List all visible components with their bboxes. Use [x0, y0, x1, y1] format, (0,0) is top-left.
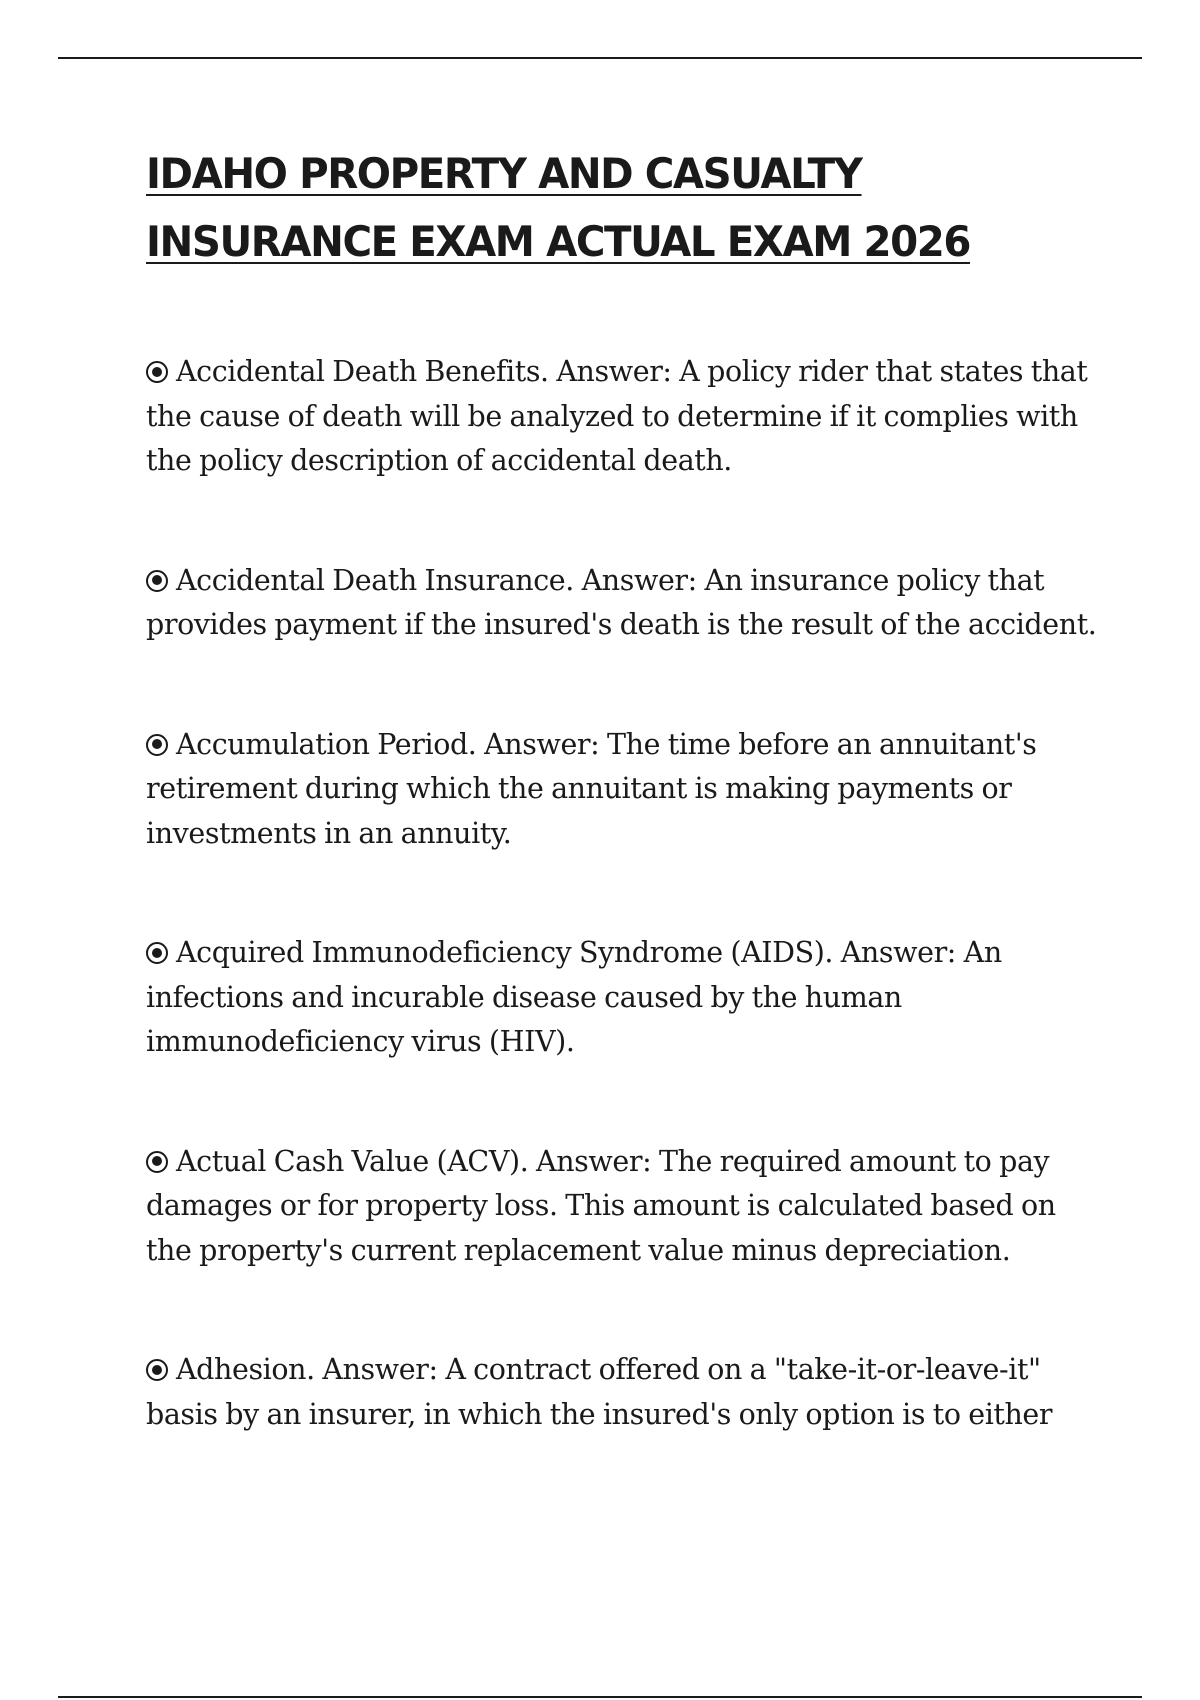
page-title: IDAHO PROPERTY AND CASUALTY INSURANCE EXAM ACTUAL EXAM 2026: [146, 149, 970, 266]
entry-text: Accidental Death Insurance. Answer: An insurance policy that provides payment if the insured's death is the result of the accident.: [146, 563, 1097, 641]
list-item: [146, 559, 1106, 648]
list-item: [146, 1348, 1106, 1437]
entry-text: Accidental Death Benefits. Answer: A policy rider that states that the cause of death will be analyzed to determine if it complies with the policy description of accidental death.: [146, 355, 1088, 477]
radio-bullet-icon: [146, 361, 168, 383]
entry-text: Acquired Immunodeficiency Syndrome (AIDS). Answer: An infections and incurable disease caused by the human immunodeficiency virus (HIV).: [146, 936, 1002, 1058]
radio-bullet-icon: [146, 1359, 168, 1381]
entry-text: Adhesion. Answer: A contract offered on a "take-it-or-leave-it" basis by an insurer, in which the insured's only option is to either: [146, 1353, 1053, 1431]
entry-text: Accumulation Period. Answer: The time before an annuitant's retirement during which the annuitant is making payments or investments in an annuity.: [146, 727, 1037, 850]
radio-bullet-icon: [146, 734, 168, 756]
list-item: [146, 1140, 1106, 1274]
radio-bullet-icon: [146, 570, 168, 592]
top-divider: [58, 57, 1142, 59]
qa-list: [146, 350, 1106, 1437]
radio-bullet-icon: [146, 942, 168, 964]
bottom-divider: [58, 1696, 1142, 1698]
list-item: [146, 350, 1106, 484]
list-item: [146, 931, 1106, 1065]
radio-bullet-icon: [146, 1151, 168, 1173]
list-item: [146, 723, 1106, 857]
entry-text: Actual Cash Value (ACV). Answer: The required amount to pay damages or for property loss. This amount is calculated based on the property's current replacement value minus depreciation.: [146, 1144, 1056, 1267]
